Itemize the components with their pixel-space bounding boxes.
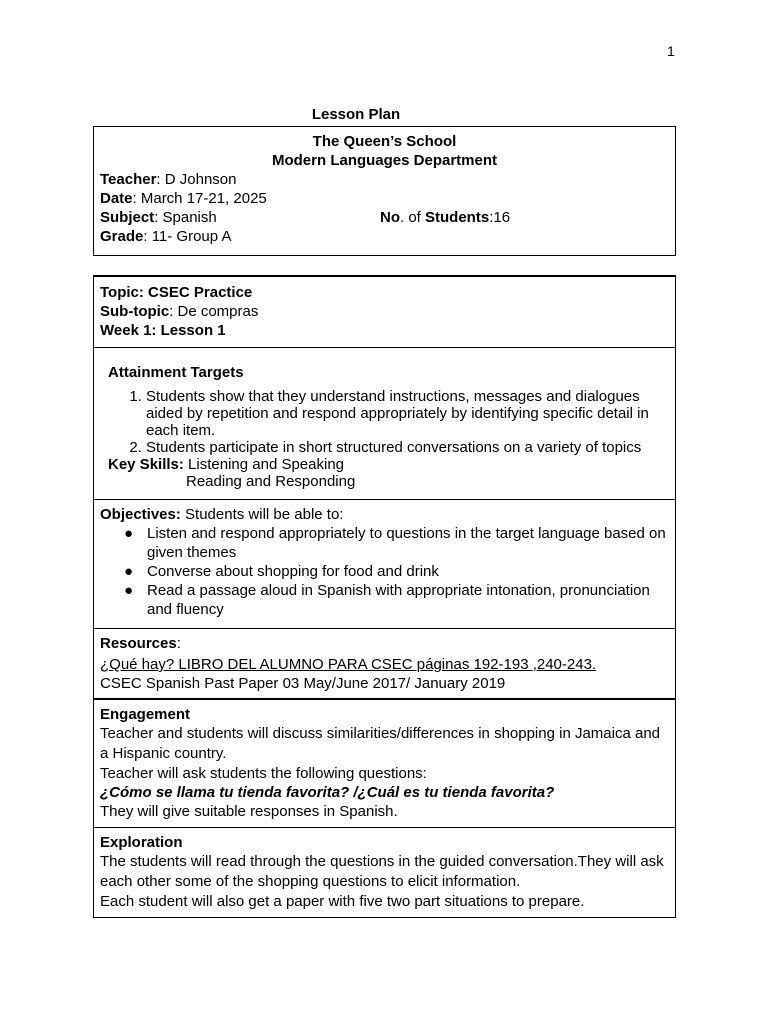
of-text: . of	[400, 209, 426, 226]
resource-past-paper: CSEC Spanish Past Paper 03 May/June 2017/ January 2019	[100, 675, 506, 692]
exploration-box	[93, 827, 676, 918]
document-title: Lesson Plan	[311, 106, 401, 123]
attainment-heading: Attainment Targets	[108, 364, 244, 381]
attainment-item: 2. Students participate in short structured conversations on a variety of topics	[146, 439, 669, 456]
subtopic-line	[100, 302, 669, 321]
attainment-list	[108, 388, 669, 456]
subject-label: Subject	[100, 209, 155, 226]
objective-item: ● Converse about shopping for food and drink	[124, 563, 439, 580]
subtopic-label: Sub-topic	[100, 303, 170, 320]
bullet-icon: ●	[124, 525, 134, 542]
teacher-value: : D Johnson	[156, 171, 237, 188]
engagement-questions-intro: Teacher will ask students the following questions:	[100, 765, 427, 782]
no-label: No	[380, 209, 400, 226]
resources-heading: Resources:	[100, 635, 181, 652]
objectives-intro-line	[100, 505, 669, 524]
engagement-questions: ¿Cómo se llama tu tienda favorita? /¿Cuál es tu tienda favorita?	[100, 784, 555, 801]
date-line	[100, 189, 669, 208]
page-number: 1	[667, 43, 675, 59]
subtopic-value: : De compras	[169, 303, 259, 320]
department-name: Modern Languages Department	[271, 152, 498, 169]
exploration-text-2: Each student will also get a paper with five two part situations to prepare.	[100, 893, 585, 910]
grade-label: Grade	[100, 228, 144, 245]
exploration-heading: Exploration	[100, 834, 183, 851]
attainment-box	[93, 347, 676, 500]
objective-item: ● Listen and respond appropriately to questions in the target language based on given themes	[124, 525, 666, 561]
bullet-icon: ●	[124, 563, 134, 580]
engagement-box	[93, 698, 676, 828]
student-count	[380, 208, 510, 227]
date-label: Date	[100, 190, 133, 207]
week-line: Week 1: Lesson 1	[100, 322, 226, 339]
attainment-item: 1. Students show that they understand instructions, messages and dialogues aided by repetition and respond appropriately by identifying specific detail in each item.	[146, 388, 669, 439]
school-name: The Queen’s School	[312, 133, 457, 150]
key-skills-label: Key Skills:	[108, 456, 184, 473]
resources-label: Resources	[100, 635, 177, 652]
students-label: Students	[425, 209, 490, 226]
topic-box	[93, 275, 676, 348]
date-value: : March 17-21, 2025	[132, 190, 267, 207]
key-skills-value: Listening and Speaking	[183, 456, 344, 473]
key-skills-second: Reading and Responding	[186, 473, 356, 490]
students-value: :16	[489, 209, 511, 226]
objectives-list	[100, 524, 669, 619]
header-box	[93, 126, 676, 256]
objectives-label: Objectives:	[100, 506, 181, 523]
resources-box	[93, 628, 676, 699]
grade-value: : 11- Group A	[143, 228, 232, 245]
teacher-label: Teacher	[100, 171, 157, 188]
subject-value: : Spanish	[154, 209, 217, 226]
subject-line	[100, 208, 669, 227]
engagement-response: They will give suitable responses in Spanish.	[100, 803, 398, 820]
exploration-text: The students will read through the questions in the guided conversation.They will ask each other some of the shopping questions to elicit information.	[100, 853, 664, 890]
engagement-text: Teacher and students will discuss similarities/differences in shopping in Jamaica and a Hispanic country.	[100, 725, 661, 762]
key-skills-line	[108, 456, 669, 473]
engagement-heading: Engagement	[100, 706, 191, 723]
grade-line	[100, 227, 669, 246]
bullet-icon: ●	[124, 582, 134, 599]
objectives-box	[93, 499, 676, 629]
resource-book-link[interactable]: ¿Qué hay? LIBRO DEL ALUMNO PARA CSEC páginas 192-193 ,240-243.	[100, 656, 597, 673]
objectives-intro: Students will be able to:	[180, 506, 344, 523]
objective-item: ● Read a passage aloud in Spanish with appropriate intonation, pronunciation and fluency	[124, 582, 650, 618]
topic-line: Topic: CSEC Practice	[100, 284, 253, 301]
teacher-line	[100, 170, 669, 189]
